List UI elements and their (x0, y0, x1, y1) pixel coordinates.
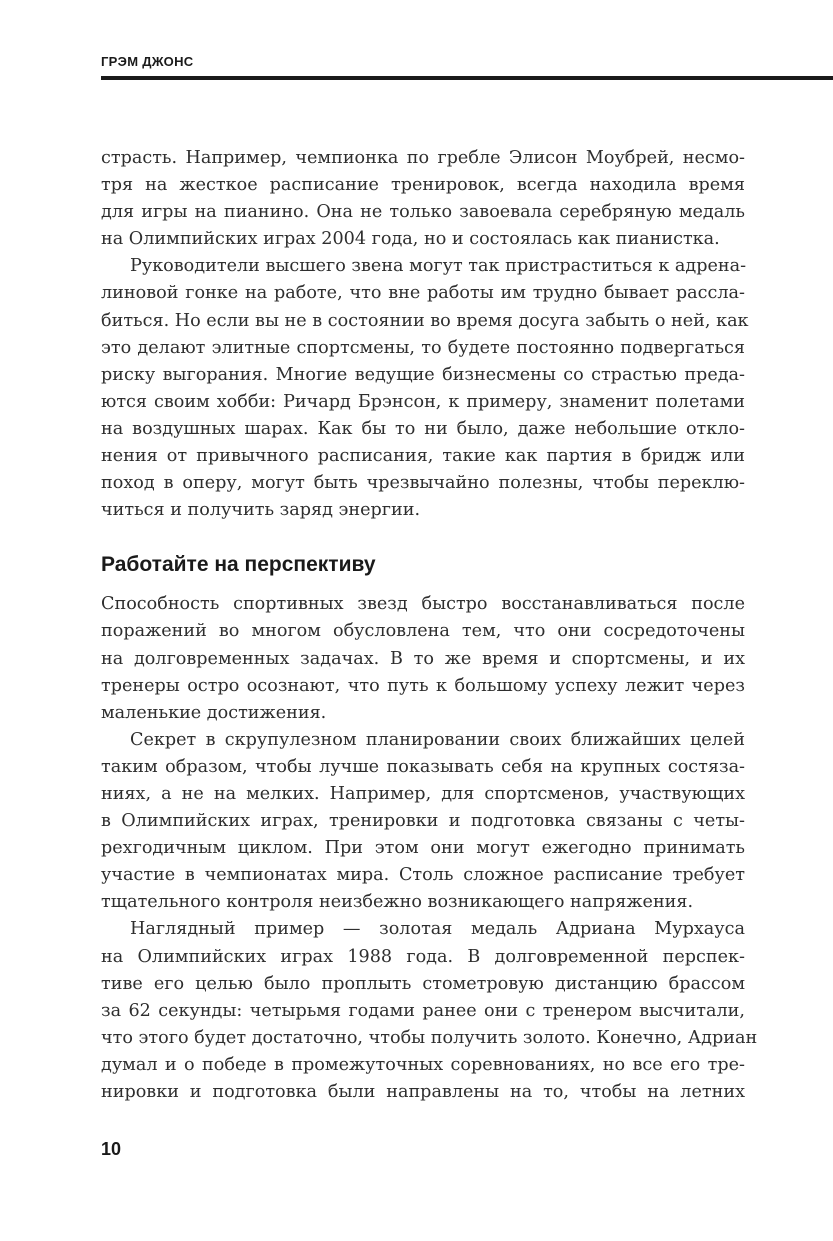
text-line: линовой гонке на работе, что вне работы им трудно бывает рассла- (101, 283, 745, 304)
text-line: на воздушных шарах. Как бы то ни было, даже небольшие откло- (101, 418, 745, 439)
text-line: ются своим хобби: Ричард Брэнсон, к примеру, знаменит полетами (101, 391, 745, 412)
text-line: маленькие достижения. (101, 702, 327, 723)
paragraph (101, 253, 749, 524)
running-head-author: ГРЭМ ДЖОНС (101, 54, 194, 69)
text-line: это делают элитные спортсмены, то будете постоянно подвергаться (101, 337, 745, 358)
text-line: поход в оперу, могут быть чрезвычайно полезны, чтобы переклю- (101, 473, 745, 494)
text-line: тиве его целью было проплыть стометровую дистанцию брассом (101, 973, 745, 994)
text-line: страсть. Например, чемпионка по гребле Элисон Моубрей, несмо- (101, 148, 745, 168)
text-line: Способность спортивных звезд быстро восстанавливаться после (101, 594, 745, 615)
text-line: таким образом, чтобы лучше показывать себя на крупных состяза- (101, 756, 745, 777)
section-heading: Работайте на перспективу (101, 553, 376, 577)
text-line: на Олимпийских играх 2004 года, но и состоялась как пианистка. (101, 229, 720, 250)
text-line: тренеры остро осознают, что путь к большому успеху лежит через (101, 675, 745, 696)
text-line: ниях, а не на мелких. Например, для спортсменов, участвующих (101, 783, 745, 804)
text-line: на долговременных задачах. В то же время и спортсмены, и их (101, 648, 745, 669)
text-line: риску выгорания. Многие ведущие бизнесмены со страстью преда- (101, 364, 745, 385)
text-line: нировки и подготовка были направлены на то, чтобы на летних (101, 1082, 745, 1102)
text-line: в Олимпийских играх, тренировки и подготовка связаны с четы- (101, 811, 745, 832)
text-line: за 62 секунды: четырьмя годами ранее они с тренером высчитали, (101, 1000, 745, 1021)
text-line: читься и получить заряд энергии. (101, 500, 421, 521)
text-line: участие в чемпионатах мира. Столь сложное расписание требует (101, 865, 745, 886)
text-line: рехгодичным циклом. При этом они могут ежегодно принимать (101, 838, 745, 859)
text-line: на Олимпийских играх 1988 года. В долговременной перспек- (101, 946, 745, 967)
page-body (101, 145, 758, 1106)
paragraph (101, 591, 745, 726)
text-line: что этого будет достаточно, чтобы получить золото. Конечно, Адриан (101, 1027, 758, 1048)
paragraph (101, 727, 745, 917)
text-line: Наглядный пример — золотая медаль Адриана Мурхауса (130, 919, 745, 940)
text-line: поражений во многом обусловлена тем, что они сосредоточены (101, 621, 745, 642)
page-number: 10 (101, 1139, 122, 1159)
text-line: Руководители высшего звена могут так пристраститься к адрена- (130, 256, 747, 277)
text-line: думал и о победе в промежуточных соревнованиях, но все его тре- (101, 1054, 745, 1075)
text-line: тщательного контроля неизбежно возникающего напряжения. (101, 892, 694, 913)
text-line: для игры на пианино. Она не только завоевала серебряную медаль (101, 202, 745, 223)
header-rule (101, 76, 833, 80)
text-line: Секрет в скрупулезном планировании своих ближайших целей (130, 729, 745, 750)
text-line: тря на жесткое расписание тренировок, всегда находила время (101, 175, 745, 196)
paragraph (101, 916, 758, 1106)
paragraph (101, 145, 745, 253)
text-line: нения от привычного расписания, такие как партия в бридж или (101, 446, 745, 467)
text-line: биться. Но если вы не в состоянии во время досуга забыть о ней, как (101, 310, 749, 331)
